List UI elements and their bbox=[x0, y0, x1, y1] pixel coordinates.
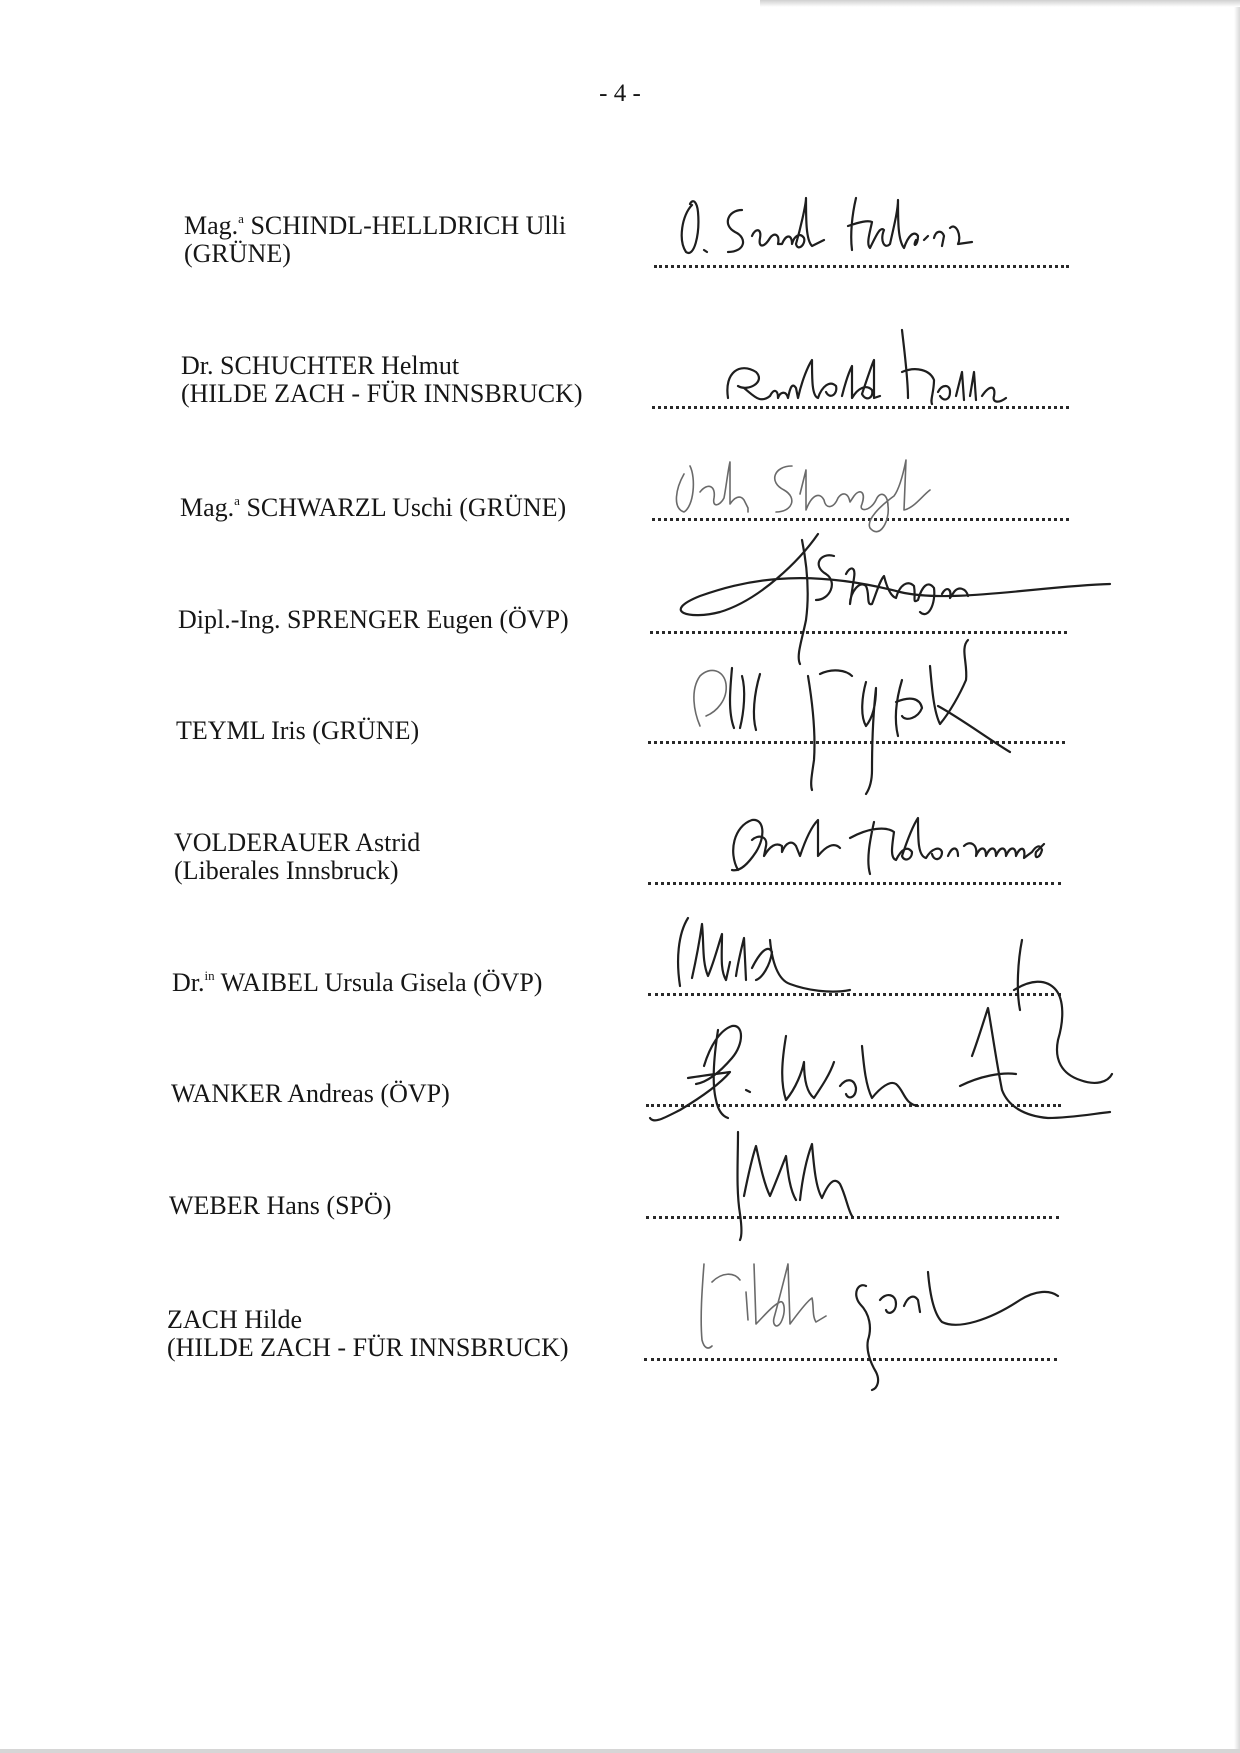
signatory-name: ZACH Hilde bbox=[167, 1305, 303, 1334]
signatory-party: (HILDE ZACH - FÜR INNSBRUCK) bbox=[181, 379, 583, 408]
signatory-party: (GRÜNE) bbox=[184, 239, 291, 268]
signatory-name: VOLDERAUER Astrid bbox=[174, 828, 421, 857]
signature-line bbox=[648, 993, 1061, 996]
title-superscript: a bbox=[234, 493, 240, 508]
academic-title: Mag. bbox=[180, 493, 235, 522]
signatory-schindl-helldrich bbox=[184, 212, 566, 268]
signatory-name: Dipl.-Ing. SPRENGER Eugen (ÖVP) bbox=[178, 605, 569, 634]
signatory-name: WANKER Andreas (ÖVP) bbox=[171, 1079, 450, 1108]
signatory-schuchter bbox=[181, 352, 583, 408]
signatory-wanker bbox=[171, 1080, 450, 1108]
signatory-name: WAIBEL Ursula Gisela (ÖVP) bbox=[214, 968, 543, 997]
signatory-party: (HILDE ZACH - FÜR INNSBRUCK) bbox=[167, 1333, 569, 1362]
signatory-sprenger bbox=[178, 606, 569, 634]
signature-line bbox=[646, 1104, 1061, 1107]
signatory-weber bbox=[169, 1192, 391, 1220]
scan-edge-top bbox=[760, 0, 1240, 7]
signature-line bbox=[648, 882, 1061, 885]
signature-teyml bbox=[694, 640, 1010, 794]
signatory-teyml bbox=[176, 717, 419, 745]
signature-line bbox=[652, 406, 1069, 409]
signatory-name: TEYML Iris (GRÜNE) bbox=[176, 716, 420, 745]
signatory-party: (Liberales Innsbruck) bbox=[174, 856, 399, 885]
page-number: - 4 - bbox=[599, 80, 641, 107]
signatory-zach bbox=[167, 1306, 569, 1362]
signature-line bbox=[650, 631, 1067, 634]
signatory-name: Dr. SCHUCHTER Helmut bbox=[181, 351, 460, 380]
scan-edge-right bbox=[1234, 0, 1240, 1753]
signatory-name: SCHWARZL Uschi (GRÜNE) bbox=[239, 493, 567, 522]
signatory-waibel bbox=[172, 969, 542, 997]
signature-line bbox=[644, 1358, 1057, 1361]
signature-waibel bbox=[678, 918, 1112, 1083]
title-superscript: in bbox=[204, 968, 215, 983]
signature-sprenger bbox=[681, 534, 1110, 664]
signatory-volderauer bbox=[174, 829, 420, 885]
signature-schindl-helldrich bbox=[682, 198, 972, 253]
signature-zach bbox=[701, 1264, 1058, 1390]
signature-line bbox=[648, 741, 1065, 744]
signature-line bbox=[652, 518, 1069, 521]
signature-weber bbox=[738, 1132, 853, 1240]
signatory-name: WEBER Hans (SPÖ) bbox=[169, 1191, 392, 1220]
scan-edge-bottom bbox=[0, 1749, 1240, 1753]
signature-schuchter bbox=[727, 330, 1006, 404]
signatory-schwarzl bbox=[180, 494, 566, 522]
signature-line bbox=[646, 1216, 1059, 1219]
signature-volderauer bbox=[732, 818, 1044, 874]
academic-title: Mag. bbox=[184, 211, 239, 240]
signature-line bbox=[654, 265, 1069, 268]
academic-title: Dr. bbox=[172, 968, 205, 997]
title-superscript: a bbox=[238, 211, 244, 226]
signatory-name: SCHINDL-HELLDRICH Ulli bbox=[243, 211, 567, 240]
